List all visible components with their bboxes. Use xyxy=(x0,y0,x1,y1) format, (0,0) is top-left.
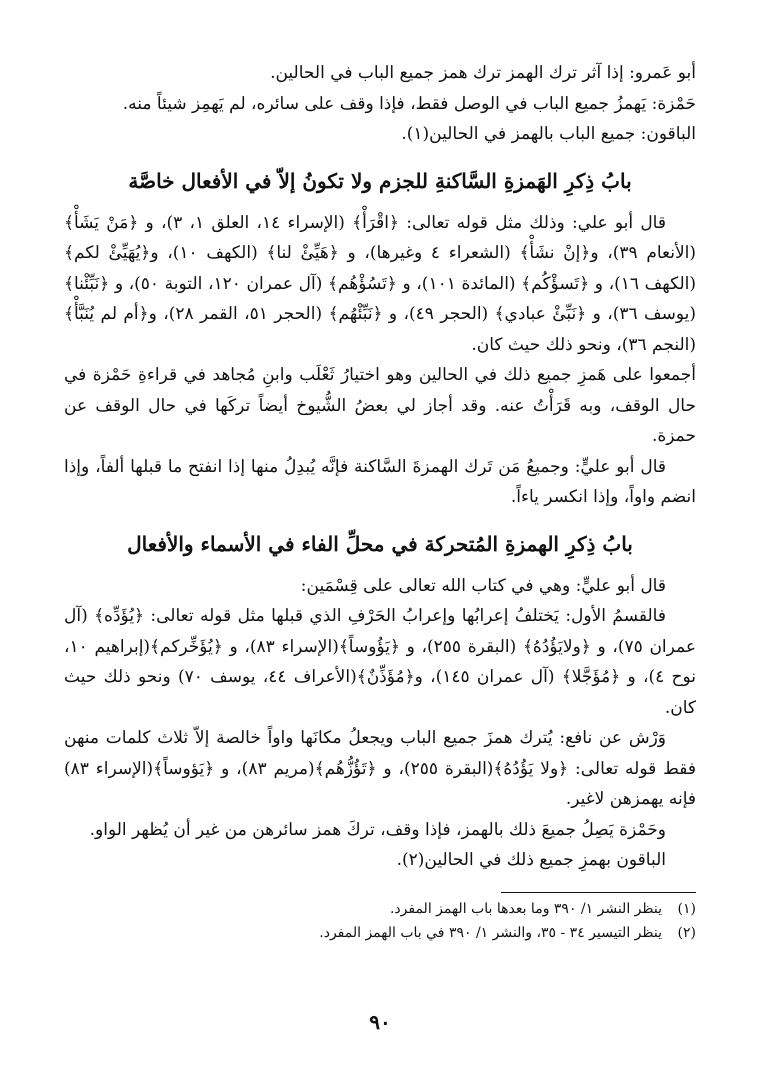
footnote-text: ينظر النشر ١/ ٣٩٠ وما بعدها باب الهمز المفرد. xyxy=(389,900,662,917)
footnote-separator xyxy=(501,892,696,893)
intro-line-abu-amr: أبو عَمرو: إذا آثر ترك الهمز ترك همز جميع الباب في الحالين. xyxy=(270,63,696,83)
section2-paragraph: قال أبو عليٍّ: وهي في كتاب الله تعالى على قِسْمَين: xyxy=(300,575,666,596)
section2-heading: بابُ ذِكرِ الهمزةِ المُتحركة في محلِّ الفاء في الأسماء والأفعال xyxy=(127,531,633,556)
page-number: ٩٠ xyxy=(369,1010,391,1034)
footnote-number: (١) xyxy=(677,900,696,917)
section2-paragraph: وَرْش عن نافع: يُترك همزَ جميع الباب ويجعلُ مكانَها واواً خالصة إلاّ ثلاث كلمات منهن فقط قوله تعالى: ﴿ولا يَؤُدُهُ﴾(البقرة ٢٥٥)، و ﴿تَؤُزُّهُم﴾(مريم ٨٣)، و ﴿يَؤوساً﴾(الإسراء ٨٣) فإنه يهمزهن لاغير. xyxy=(64,728,696,809)
section1-paragraph: أجمعوا على هَمزِ جميع ذلك في الحالين وهو اختيارُ ثَعْلَب وابنِ مُجاهد في قراءةِ حَمْزة في حال الوقف، وبه قَرَأْتُ عنه. وقد أجاز لي بعضُ الشُّيوخ أيضاً تركَها في حال الوقف عن حمزة. xyxy=(64,365,696,446)
footnote-text: ينظر التيسير ٣٤ - ٣٥، والنشر ١/ ٣٩٠ في باب الهمز المفرد. xyxy=(319,924,662,941)
section2-paragraph: الباقون بهمزِ جميع ذلك في الحالين(٢). xyxy=(396,850,666,870)
intro-line-hamza: حَمْزة: يَهمزُ جميع الباب في الوصل فقط، فإذا وقف على سائره، لم يَهمِز شيئاً منه. xyxy=(122,93,696,114)
section1-heading: بابُ ذِكرِ الهَمزةِ السَّاكنةِ للجزم ولا تكونُ إلاّ في الأفعال خاصَّة xyxy=(128,168,632,193)
footnote xyxy=(64,921,696,945)
section2-paragraph: فالقسمُ الأول: يَختلفُ إعرابُها وإعرابُ الحَرْفِ الذي قبلها مثل قوله تعالى: ﴿يُؤَدِّه﴾ (آل عمران ٧٥)، و ﴿ولايَؤُدُهُ﴾ (البقرة ٢٥٥)، و ﴿يَؤُوساً﴾(الإسراء ٨٣)، و ﴿يُؤَخِّركم﴾(إبراهيم ١٠، نوح ٤)، و ﴿مُؤَجَّلا﴾ (آل عمران ١٤٥)، و﴿مُؤَذِّنٌ﴾(الأعراف ٤٤، يوسف ٧٠) ونحو ذلك حيث كان. xyxy=(64,606,697,718)
section1-paragraph: قال أبو علي: وذلك مثل قوله تعالى: ﴿اقْرَأْ﴾ (الإسراء ١٤، العلق ١، ٣)، و ﴿مَنْ يَشَأْ﴾ (الأنعام ٣٩)، و﴿إنْ نشَأْ﴾ (الشعراء ٤ وغيرها)، و ﴿هَيِّئْ لنا﴾ (الكهف ١٠)، و﴿يُهَيِّئْ لكم﴾ (الكهف ١٦)، و ﴿تَسؤْكُم﴾ (المائدة ١٠١)، و ﴿تَسُؤْهُم﴾ (آل عمران ١٢٠، التوبة ٥٠)، و ﴿نَبِّئْنا﴾ (يوسف ٣٦)، و ﴿نَبِّئْ عبادي﴾ (الحجر ٤٩)، و ﴿نَبِّئْهُم﴾ (الحجر ٥١، القمر ٢٨)، و﴿أم لم يُنَبَّأْ﴾ (النجم ٣٦)، ونحو ذلك حيث كان. xyxy=(64,212,697,355)
section1-paragraph: قال أبو عليٍّ: وجميعُ مَن تَرك الهمزةَ السَّاكنة فإنَّه يُبدِلُ منها إذا انفتح ما قبلها ألفاً، وإذا انضم واواً، وإذا انكسر ياءاً. xyxy=(64,456,696,507)
intro-line-baqun: الباقون: جميع الباب بالهمز في الحالين(١). xyxy=(401,124,696,144)
footnote-number: (٢) xyxy=(677,924,696,941)
footnote xyxy=(64,897,696,921)
section2-paragraph: وحَمْزة يَصِلُ جميعَ ذلك بالهمز، فإذا وقف، تركَ همز سائرهن من غير أن يُظهر الواو. xyxy=(89,819,666,840)
page-body xyxy=(64,58,696,945)
